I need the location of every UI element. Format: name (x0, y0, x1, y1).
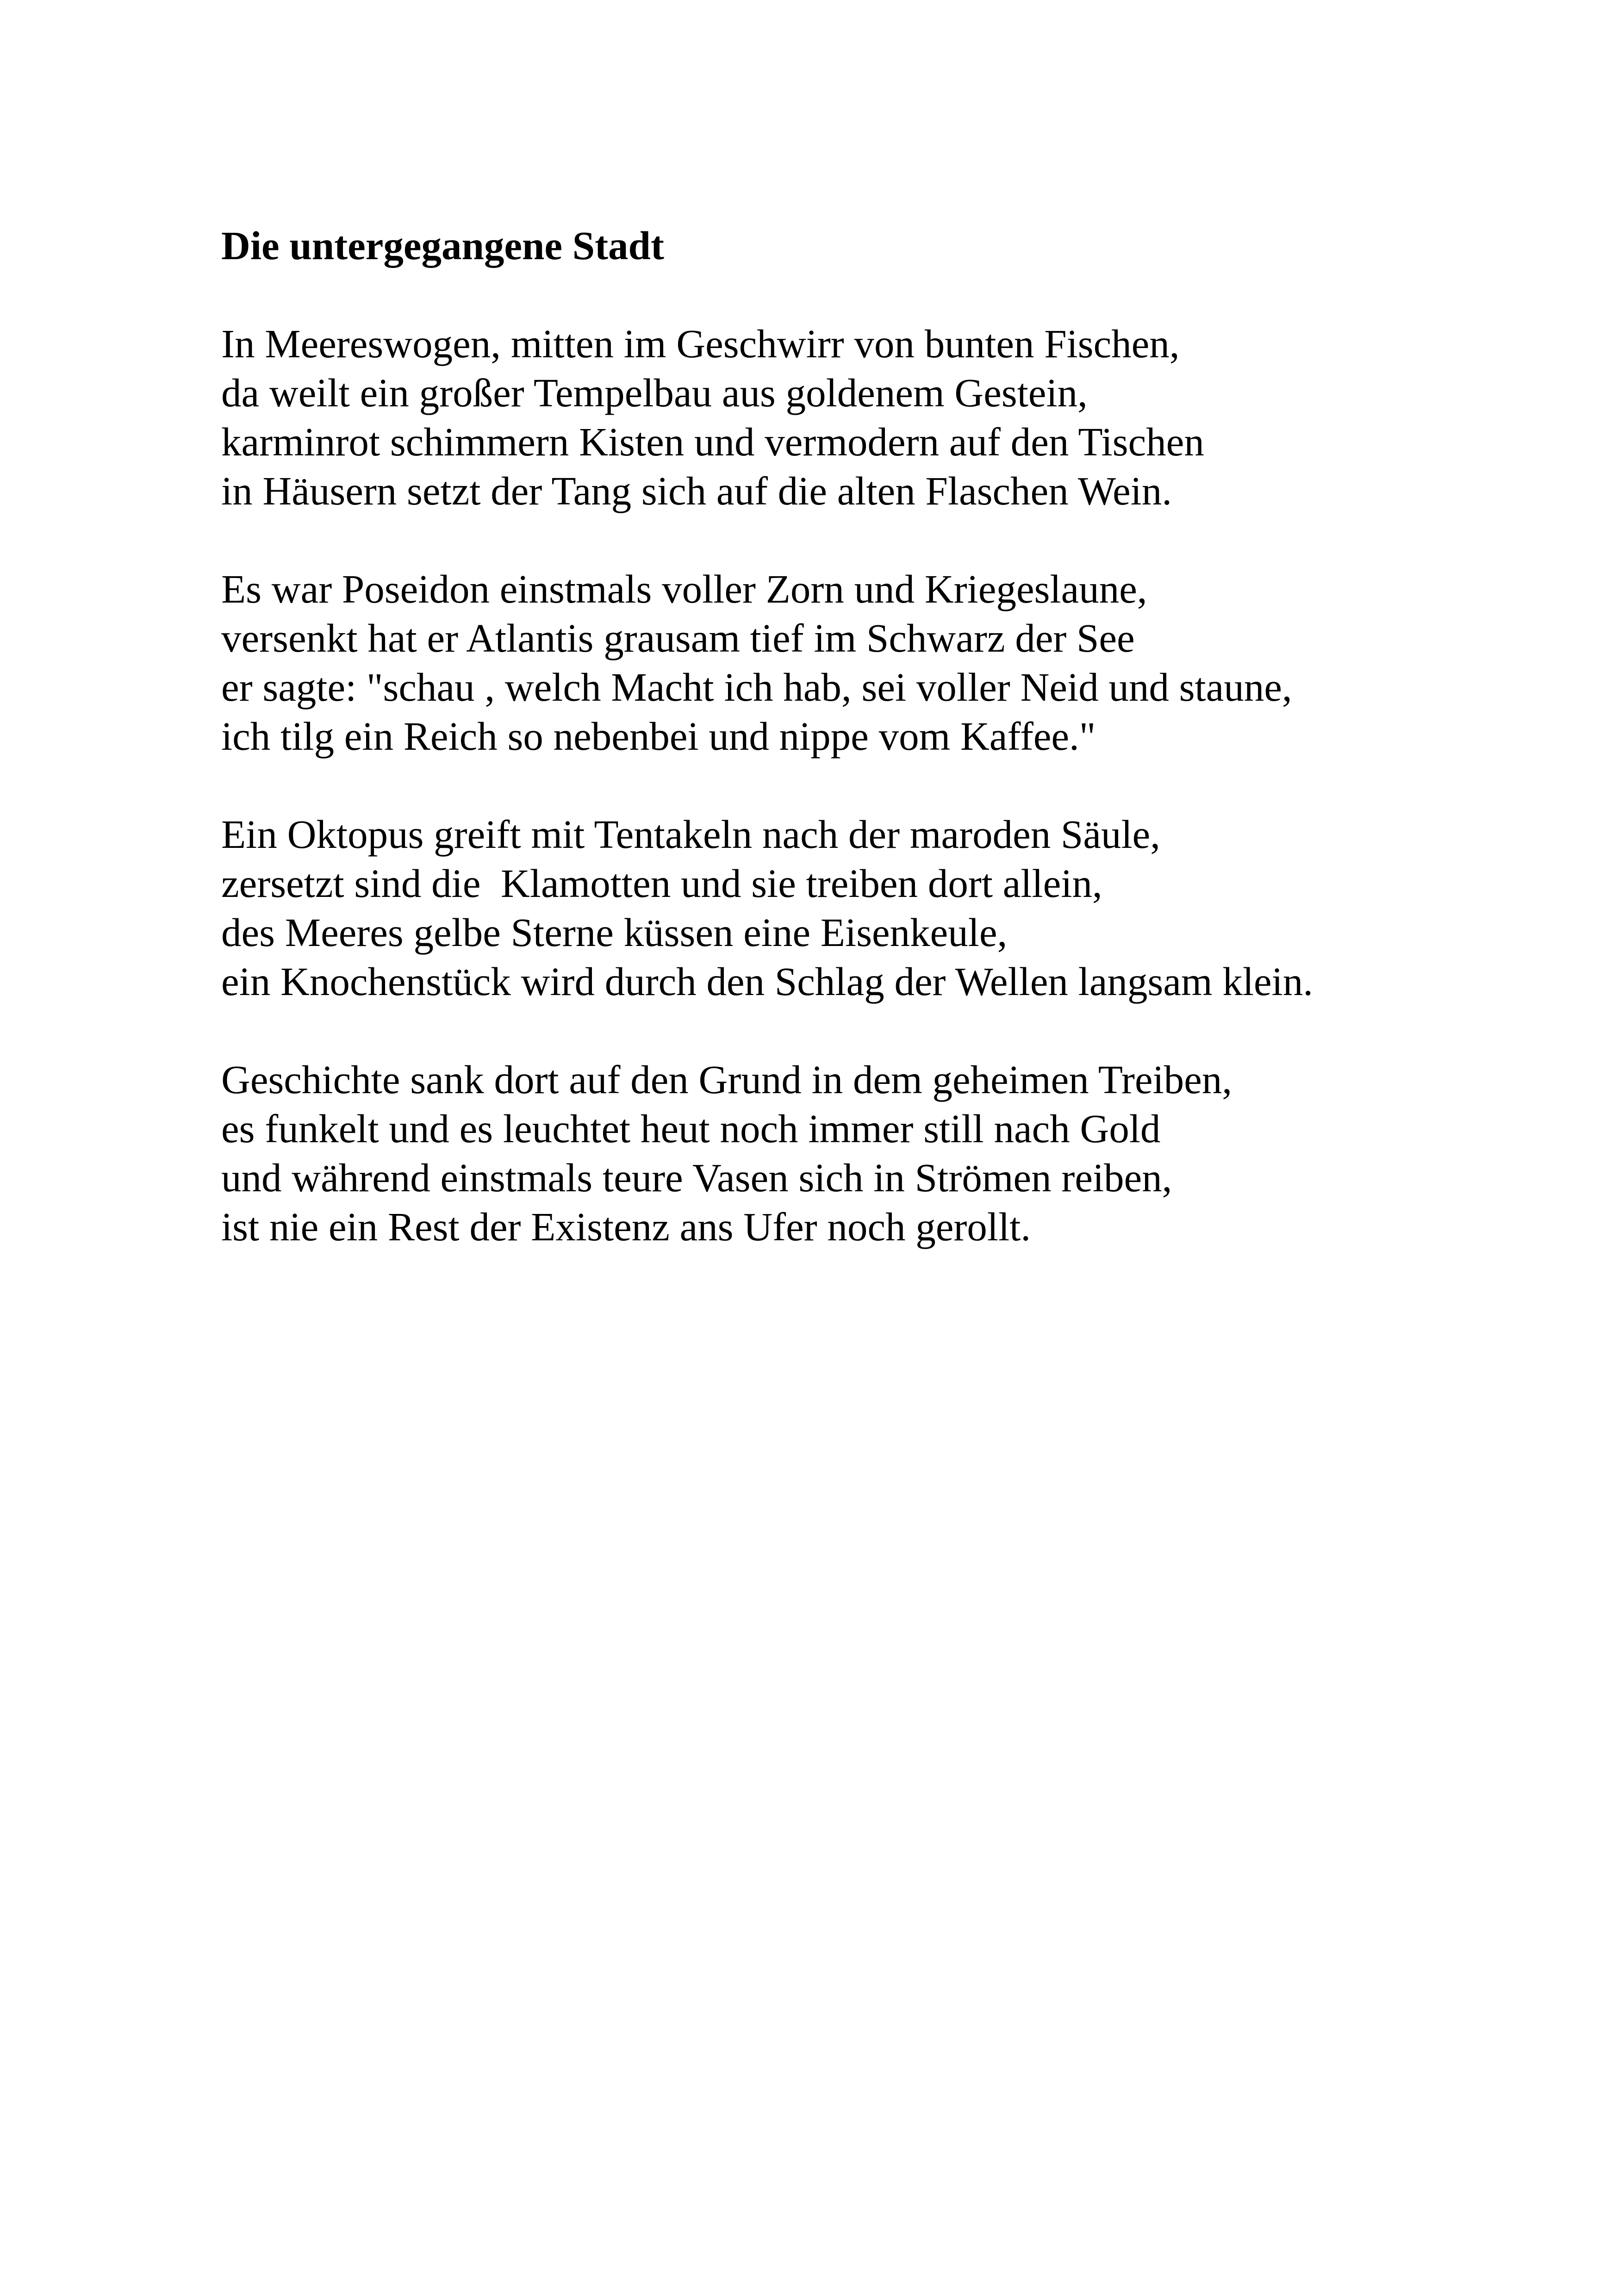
poem-line: des Meeres gelbe Sterne küssen eine Eisenkeule, (221, 910, 1008, 955)
stanza-4 (221, 1055, 1517, 1251)
poem-line: er sagte: "schau , welch Macht ich hab, sei voller Neid und staune, (221, 665, 1292, 709)
poem-line: zersetzt sind die Klamotten und sie treiben dort allein, (221, 861, 1102, 906)
poem-line: In Meereswogen, mitten im Geschwirr von bunten Fischen, (221, 321, 1180, 366)
poem-line: in Häusern setzt der Tang sich auf die alten Flaschen Wein. (221, 468, 1172, 513)
stanza-3 (221, 810, 1517, 1006)
poem-line: Es war Poseidon einstmals voller Zorn und Kriegeslaune, (221, 566, 1147, 611)
poem-line: und während einstmals teure Vasen sich in Strömen reiben, (221, 1155, 1172, 1200)
poem-line: Geschichte sank dort auf den Grund in dem geheimen Treiben, (221, 1057, 1232, 1102)
poem-line: ist nie ein Rest der Existenz ans Ufer noch gerollt. (221, 1204, 1031, 1249)
poem-line: es funkelt und es leuchtet heut noch immer still nach Gold (221, 1106, 1161, 1151)
poem-line: versenkt hat er Atlantis grausam tief im Schwarz der See (221, 616, 1135, 660)
poem-line: Ein Oktopus greift mit Tentakeln nach der maroden Säule, (221, 812, 1160, 857)
poem-line: karminrot schimmern Kisten und vermodern auf den Tischen (221, 419, 1204, 464)
poem (221, 221, 1517, 1300)
poem-line: ich tilg ein Reich so nebenbei und nippe vom Kaffee." (221, 714, 1096, 759)
stanza-1 (221, 319, 1517, 516)
stanza-2 (221, 565, 1517, 761)
poem-title: Die untergegangene Stadt (221, 223, 664, 268)
poem-line: ein Knochenstück wird durch den Schlag der Wellen langsam klein. (221, 959, 1313, 1004)
poem-line: da weilt ein großer Tempelbau aus goldenem Gestein, (221, 370, 1088, 415)
